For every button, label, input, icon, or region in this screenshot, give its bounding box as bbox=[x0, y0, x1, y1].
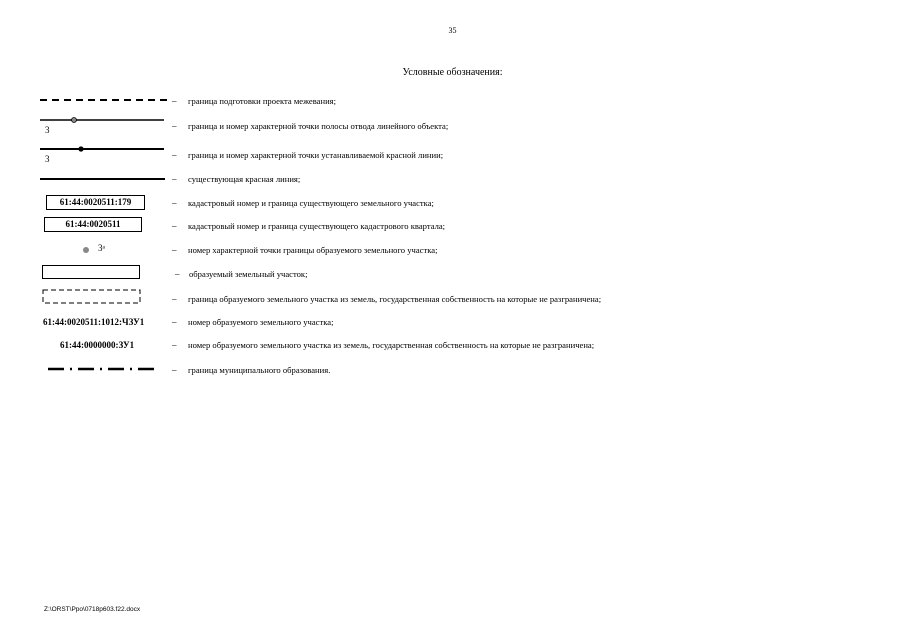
legend-description: граница и номер характерной точки устанавливаемой красной линии; bbox=[188, 150, 444, 160]
legend-separator: – bbox=[172, 198, 177, 208]
legend-description: номер образуемого земельного участка; bbox=[188, 317, 334, 327]
page-number: 35 bbox=[448, 26, 457, 35]
point-marker-icon bbox=[82, 246, 90, 254]
legend-title: Условные обозначения: bbox=[402, 67, 503, 78]
dashed-line-symbol bbox=[40, 97, 168, 103]
legend-description: номер характерной точки границы образуемого земельного участка; bbox=[188, 245, 438, 255]
dash-dot-line-symbol bbox=[48, 366, 158, 372]
parcel-label-box: 61:44:0020511:179 bbox=[46, 195, 145, 210]
legend-description: образуемый земельный участок; bbox=[189, 269, 308, 279]
quarter-label-box: 61:44:0020511 bbox=[44, 217, 142, 232]
legend-separator: – bbox=[172, 221, 177, 231]
legend-separator: – bbox=[172, 340, 177, 350]
solid-line-symbol bbox=[40, 176, 168, 182]
legend-description: кадастровый номер и граница существующего земельного участка; bbox=[188, 198, 434, 208]
parcel-number-label: 61:44:0020511:1012:ЧЗУ1 bbox=[43, 317, 145, 327]
legend-description: номер образуемого земельного участка из земель, государственная собственность на которые не разграничена; bbox=[188, 340, 595, 350]
point-number-label: 3ᵃ bbox=[98, 243, 105, 253]
legend-description: кадастровый номер и граница существующего кадастрового квартала; bbox=[188, 221, 446, 231]
footer-file-path: Z:\ORST\Ppo\0718p603.f22.docx bbox=[44, 606, 141, 613]
legend-description: существующая красная линия; bbox=[188, 174, 301, 184]
new-parcel-box-symbol bbox=[42, 265, 140, 279]
legend-description: граница образуемого земельного участка из земель, государственная собственность на которые не разграничена; bbox=[188, 294, 602, 304]
parcel-number-label: 61:44:0000000:ЗУ1 bbox=[60, 340, 135, 350]
line-with-point-symbol bbox=[40, 144, 168, 154]
legend-separator: – bbox=[172, 121, 177, 131]
legend-separator: – bbox=[172, 317, 177, 327]
dashed-box-symbol bbox=[42, 289, 142, 305]
legend-separator: – bbox=[172, 96, 177, 106]
legend-separator: – bbox=[175, 269, 180, 279]
legend-separator: – bbox=[172, 245, 177, 255]
legend-separator: – bbox=[172, 174, 177, 184]
legend-description: граница и номер характерной точки полосы отвода линейного объекта; bbox=[188, 121, 449, 131]
legend-description: граница муниципального образования. bbox=[188, 365, 331, 375]
legend-separator: – bbox=[172, 365, 177, 375]
legend-separator: – bbox=[172, 294, 177, 304]
point-number: 3 bbox=[45, 125, 50, 135]
line-with-point-symbol bbox=[40, 116, 168, 126]
legend-separator: – bbox=[172, 150, 177, 160]
legend-description: граница подготовки проекта межевания; bbox=[188, 96, 337, 106]
point-number: 3 bbox=[45, 154, 50, 164]
